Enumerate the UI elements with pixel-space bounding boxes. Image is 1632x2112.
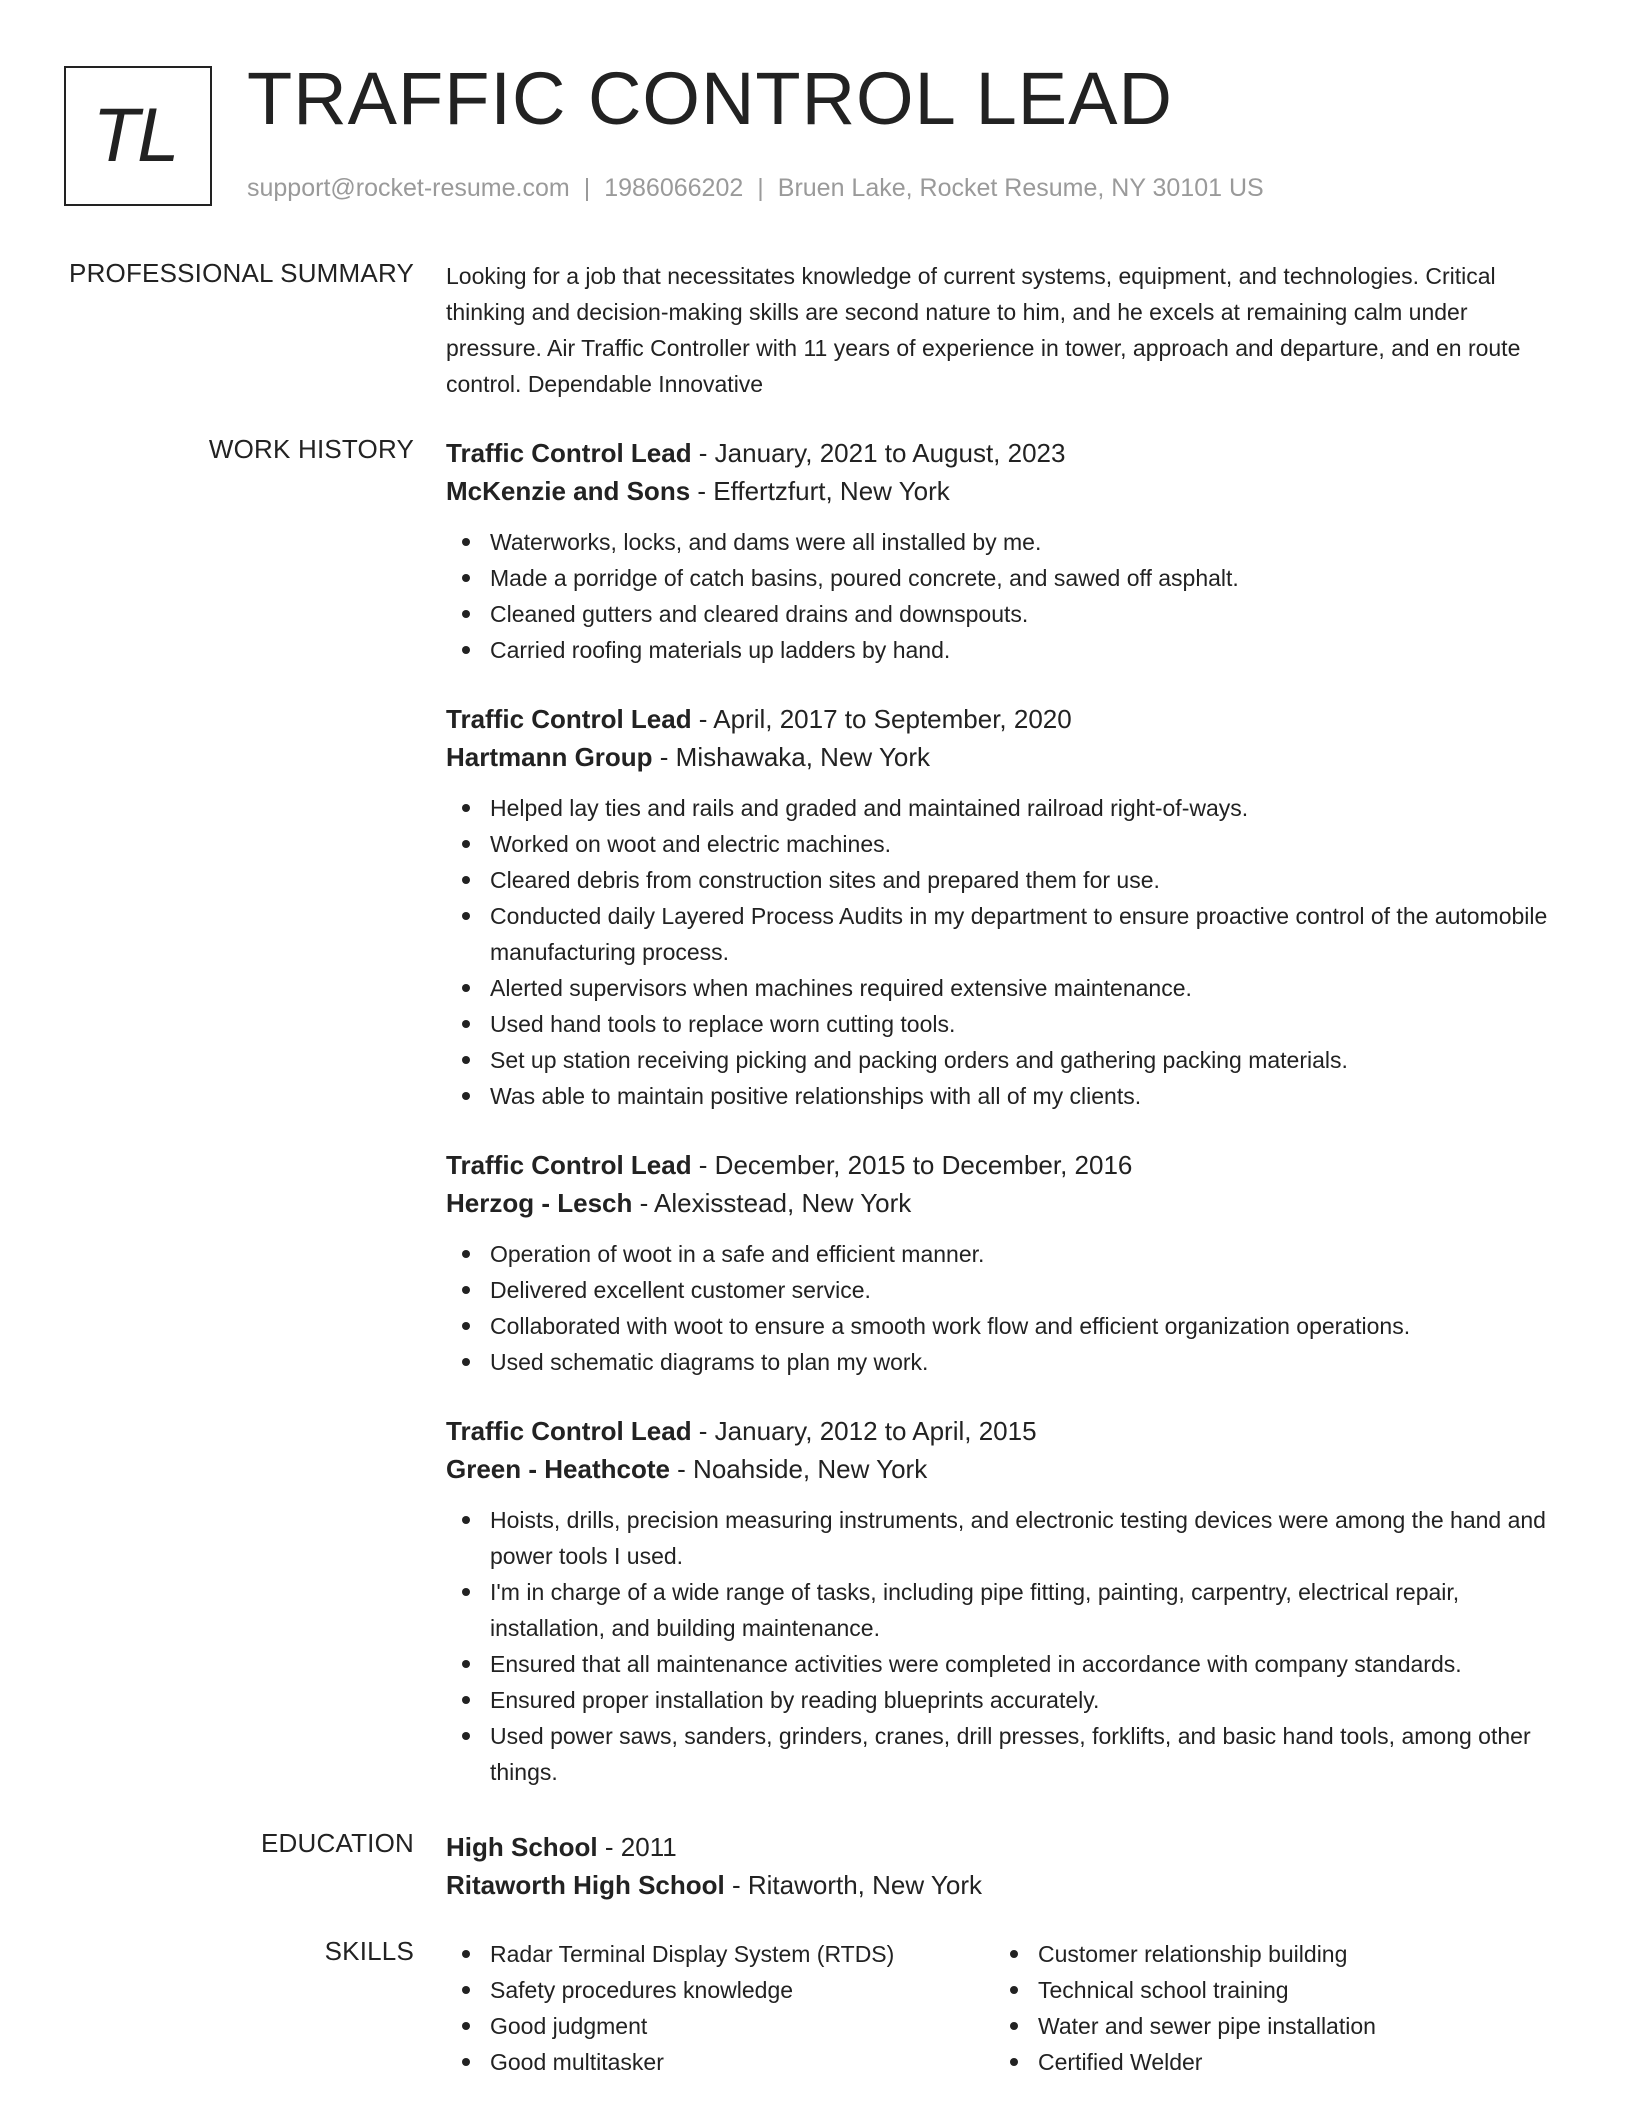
job-bullet: Worked on woot and electric machines. (446, 826, 1566, 862)
job-entry (446, 700, 1566, 1114)
job-bullet: Ensured proper installation by reading blueprints accurately. (446, 1682, 1566, 1718)
job-company-line (446, 738, 1566, 776)
job-bullets (446, 790, 1566, 1114)
job-bullet: Ensured that all maintenance activities were completed in accordance with company standards. (446, 1646, 1566, 1682)
job-bullet: Collaborated with woot to ensure a smooth work flow and efficient organization operations. (446, 1308, 1566, 1344)
job-title: Traffic Control Lead (446, 1416, 692, 1446)
work-history-label: WORK HISTORY (208, 434, 414, 464)
job-bullet: Delivered excellent customer service. (446, 1272, 1566, 1308)
job-bullet: Used hand tools to replace worn cutting tools. (446, 1006, 1566, 1042)
education-label: EDUCATION (261, 1828, 414, 1858)
skill-item: Good judgment (446, 2008, 994, 2044)
contact-address: Bruen Lake, Rocket Resume, NY 30101 US (777, 174, 1264, 202)
education-school: Ritaworth High School (446, 1870, 725, 1900)
job-title-line (446, 1412, 1566, 1450)
job-title: Traffic Control Lead (446, 1150, 692, 1180)
summary-text: Looking for a job that necessitates knowledge of current systems, equipment, and technologies. Critical thinking and decision-making skills are second nature to him, and he excels at remaining calm under pressure. Air Traffic Controller with 11 years of experience in tower, approach and departure, and en route control. Dependable Innovative (446, 263, 1521, 397)
summary-body (446, 258, 1566, 402)
job-title-line (446, 1146, 1566, 1184)
job-location: - Noahside, New York (669, 1454, 928, 1484)
job-company-line (446, 472, 1566, 510)
job-bullet: Carried roofing materials up ladders by hand. (446, 632, 1566, 668)
job-title-line (446, 700, 1566, 738)
job-entry (446, 434, 1566, 668)
job-bullet: Made a porridge of catch basins, poured concrete, and sawed off asphalt. (446, 560, 1566, 596)
job-bullet: Conducted daily Layered Process Audits in my department to ensure proactive control of the automobile manufacturing process. (446, 898, 1566, 970)
skill-item: Certified Welder (994, 2044, 1542, 2080)
job-bullet: Waterworks, locks, and dams were all installed by me. (446, 524, 1566, 560)
monogram-box (64, 66, 212, 206)
job-entry (446, 1146, 1566, 1380)
job-title: Traffic Control Lead (446, 438, 692, 468)
job-company-line (446, 1184, 1566, 1222)
job-bullet: Was able to maintain positive relationships with all of my clients. (446, 1078, 1566, 1114)
job-bullet: Hoists, drills, precision measuring instruments, and electronic testing devices were among the hand and power tools I used. (446, 1502, 1566, 1574)
job-company: Herzog - Lesch (446, 1188, 633, 1218)
summary-label: PROFESSIONAL SUMMARY (69, 258, 414, 288)
monogram-initials: TL (92, 93, 178, 178)
contact-phone: 1986066202 (604, 174, 744, 202)
skill-item: Customer relationship building (994, 1936, 1542, 1972)
contact-email: support@rocket-resume.com (247, 174, 570, 202)
job-bullet: Set up station receiving picking and packing orders and gathering packing materials. (446, 1042, 1566, 1078)
skills-label: SKILLS (324, 1936, 414, 1966)
education-degree-line (446, 1828, 1566, 1866)
skill-item: Safety procedures knowledge (446, 1972, 994, 2008)
contact-line (247, 174, 1264, 203)
job-company: Hartmann Group (446, 742, 653, 772)
contact-separator: | (757, 174, 764, 202)
job-bullet: I'm in charge of a wide range of tasks, including pipe fitting, painting, carpentry, electrical repair, installation, and building maintenance. (446, 1574, 1566, 1646)
job-company: McKenzie and Sons (446, 476, 691, 506)
job-location: - Effertzfurt, New York (690, 476, 950, 506)
skills-body (446, 1936, 1566, 2080)
job-dates: - January, 2012 to April, 2015 (691, 1416, 1037, 1446)
job-company: Green - Heathcote (446, 1454, 670, 1484)
skills-columns (446, 1936, 1566, 2080)
job-bullet: Cleaned gutters and cleared drains and downspouts. (446, 596, 1566, 632)
skill-item: Good multitasker (446, 2044, 994, 2080)
job-title: Traffic Control Lead (446, 704, 692, 734)
job-bullet: Alerted supervisors when machines required extensive maintenance. (446, 970, 1566, 1006)
education-body (446, 1828, 1566, 1904)
education-school-line (446, 1866, 1566, 1904)
job-bullets (446, 1502, 1566, 1790)
resume-name: TRAFFIC CONTROL LEAD (247, 57, 1173, 140)
job-title-line (446, 434, 1566, 472)
job-bullet: Used schematic diagrams to plan my work. (446, 1344, 1566, 1380)
work-history-body (446, 434, 1566, 1790)
job-company-line (446, 1450, 1566, 1488)
skill-item: Radar Terminal Display System (RTDS) (446, 1936, 994, 1972)
education-degree: High School (446, 1832, 598, 1862)
skills-list-right (994, 1936, 1542, 2080)
education-year: - 2011 (597, 1832, 677, 1862)
education-location: - Ritaworth, New York (724, 1870, 982, 1900)
job-location: - Mishawaka, New York (652, 742, 931, 772)
job-entry (446, 1412, 1566, 1790)
skill-item: Technical school training (994, 1972, 1542, 2008)
job-bullet: Helped lay ties and rails and graded and maintained railroad right-of-ways. (446, 790, 1566, 826)
job-dates: - April, 2017 to September, 2020 (691, 704, 1072, 734)
job-bullets (446, 1236, 1566, 1380)
job-bullet: Cleared debris from construction sites and prepared them for use. (446, 862, 1566, 898)
job-location: - Alexisstead, New York (632, 1188, 912, 1218)
skills-list-left (446, 1936, 994, 2080)
job-bullet: Used power saws, sanders, grinders, cranes, drill presses, forklifts, and basic hand tools, among other things. (446, 1718, 1566, 1790)
job-bullet: Operation of woot in a safe and efficient manner. (446, 1236, 1566, 1272)
contact-separator: | (583, 174, 591, 202)
job-bullets (446, 524, 1566, 668)
job-dates: - December, 2015 to December, 2016 (691, 1150, 1133, 1180)
skill-item: Water and sewer pipe installation (994, 2008, 1542, 2044)
job-dates: - January, 2021 to August, 2023 (691, 438, 1066, 468)
